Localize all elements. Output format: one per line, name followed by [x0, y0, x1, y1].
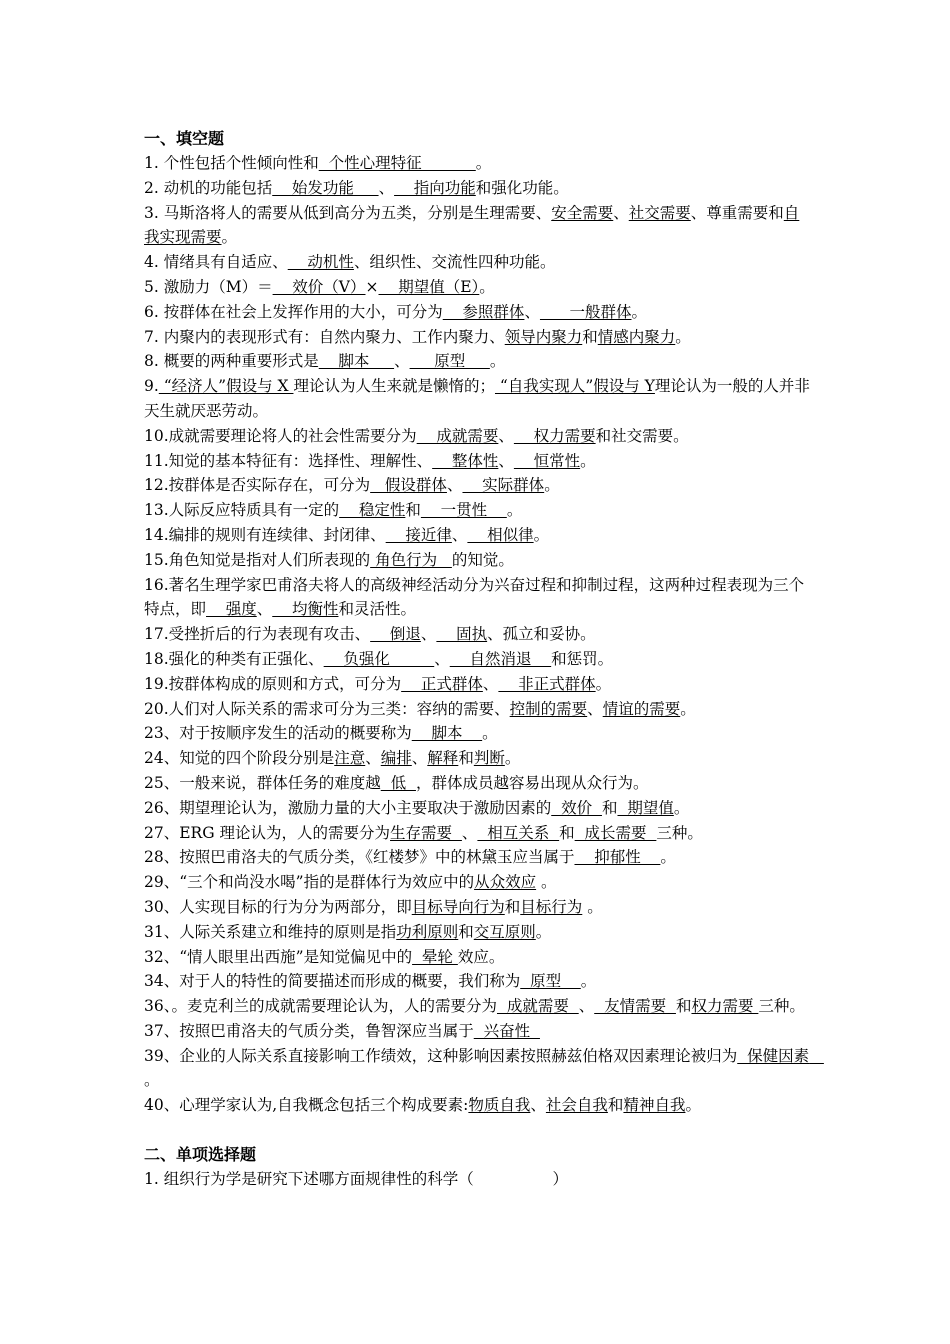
question-item — [144, 176, 810, 201]
answer-blank: 实际群体 — [462, 476, 545, 495]
question-item — [144, 945, 810, 970]
question-text: 30、人实现目标的行为分为两部分，即 — [144, 897, 412, 916]
question-item — [144, 473, 810, 498]
answer-blank: 从众效应 — [474, 873, 537, 892]
question-text: 31、人际关系建立和维持的原则是指 — [144, 922, 397, 941]
question-text: 39、企业的人际关系直接影响工作绩效，这种影响因素按照赫兹伯格双因素理论被归为 — [144, 1046, 738, 1065]
answer-blank: 指向功能 — [394, 178, 476, 197]
question-text: 和 — [458, 749, 474, 768]
question-text: 、 — [482, 674, 499, 693]
question-text: 34、对于人的特性的简要描述而形成的概要，我们称为 — [144, 972, 521, 991]
question-text: 和 — [601, 798, 618, 817]
question-text: 。 — [144, 1071, 160, 1090]
question-text: 24、知觉的四个阶段分别是 — [144, 749, 335, 768]
question-text: 11.知觉的基本特征有：选择性、理解性、 — [144, 451, 433, 470]
question-text: 16.著名生理学家巴甫洛夫将人的高级神经活动分为兴奋过程和抑制过程，这两种过程表现为三个特点，即 — [144, 575, 805, 619]
answer-blank: 交互原则 — [473, 922, 536, 941]
question-text: 、 — [461, 823, 478, 842]
question-text: ，群体成员越容易出现从众行为。 — [415, 773, 649, 792]
answer-blank: 恒常性 — [513, 451, 581, 470]
answer-blank: 期望值（E） — [378, 277, 480, 296]
question-text: 5. 激励力（M）＝ — [144, 277, 273, 296]
question-item — [144, 870, 810, 895]
question-text: 、 — [365, 749, 381, 768]
answer-blank: 效价（V） — [272, 277, 366, 296]
question-text: 4. 情绪具有自适应、 — [144, 253, 288, 272]
question-text: 13.人际反应特质具有一定的 — [144, 501, 340, 520]
question-text: 、 — [434, 649, 450, 668]
answer-blank: 判断 — [473, 749, 505, 768]
answer-blank: 社交需要 — [628, 203, 691, 222]
answer-blank: 个性心理特征 — [318, 154, 476, 172]
question-item — [144, 250, 810, 275]
answer-blank: 原型 — [409, 352, 490, 371]
question-text: 和惩罚。 — [551, 649, 614, 668]
answer-blank: 效价 — [551, 798, 602, 817]
question-text: 、 — [378, 178, 395, 197]
question-text: 32、“情人眼里出西施”是知觉偏见中的 — [144, 947, 413, 966]
answer-blank: 生存需要 — [390, 823, 462, 842]
question-text: 。 — [475, 154, 492, 172]
question-item — [144, 920, 810, 945]
question-item — [144, 697, 810, 722]
question-text: 17.受挫折后的行为表现有攻击、 — [144, 625, 371, 644]
question-text: 三种。 — [656, 823, 703, 842]
document-page — [144, 126, 824, 1192]
question-text: 、 — [613, 203, 629, 222]
question-item — [144, 771, 810, 796]
question-text: 。 — [580, 972, 597, 991]
answer-blank: 保健因素 — [737, 1046, 824, 1065]
question-item — [144, 1019, 810, 1044]
answer-blank: 友情需要 — [594, 997, 676, 1016]
answer-blank: 安全需要 — [551, 203, 614, 222]
question-text: 。 — [544, 476, 560, 495]
question-text: 三种。 — [758, 997, 805, 1016]
answer-blank: 兴奋性 — [473, 1021, 540, 1040]
answer-blank: 成就需要 — [416, 426, 499, 445]
question-item — [144, 1093, 810, 1118]
question-item — [144, 1167, 810, 1192]
question-text: 、 — [530, 1096, 546, 1115]
question-item — [144, 548, 810, 573]
answer-blank: 一贯性 — [420, 501, 507, 520]
question-text: 、尊重需要和 — [690, 203, 784, 222]
question-text: 。 — [580, 451, 596, 470]
section-heading: 一、填空题 — [144, 129, 225, 148]
question-item — [144, 349, 810, 374]
question-text: 1. 组织行为学是研究下述哪方面规律性的科学（ ） — [144, 1170, 569, 1189]
answer-blank: 强度 — [206, 600, 257, 619]
answer-blank: 权力需要 — [513, 426, 596, 445]
answer-blank: 脚本 — [411, 724, 483, 743]
question-text: 25、一般来说，群体任务的难度越 — [144, 773, 381, 792]
answer-blank: 稳定性 — [339, 501, 406, 520]
question-text: 、 — [498, 426, 514, 445]
question-item — [144, 374, 810, 424]
answer-blank: 情感内聚力 — [597, 327, 676, 346]
question-text: 6. 按群体在社会上发挥作用的大小，可分为 — [144, 302, 443, 321]
answer-blank: 倒退 — [370, 625, 421, 644]
question-text: 和社交需要。 — [595, 426, 689, 445]
answer-blank: 编排 — [380, 749, 412, 768]
answer-blank: 晕轮 — [412, 947, 458, 966]
question-item — [144, 994, 810, 1019]
question-text: 和 — [405, 501, 421, 520]
question-text: 。 — [506, 501, 523, 520]
answer-blank: “自我实现人”假设与 Y — [494, 377, 655, 396]
answer-blank: 成就需要 — [496, 997, 579, 1016]
answer-blank: “经济人”假设与 X — [158, 377, 294, 396]
question-text: 。 — [675, 327, 691, 346]
question-item — [144, 845, 810, 870]
answer-blank: 相似律 — [467, 525, 534, 544]
question-item — [144, 721, 810, 746]
answer-blank: 接近律 — [385, 525, 452, 544]
question-text: 15.角色知觉是指对人们所表现的 — [144, 550, 371, 569]
question-text: 14.编排的规则有连续律、封闭律、 — [144, 525, 386, 544]
answer-blank: 低 — [380, 773, 416, 792]
question-text: 和 — [582, 327, 598, 346]
answer-blank: 参照群体 — [442, 302, 525, 321]
answer-blank: 整体性 — [432, 451, 499, 470]
question-item — [144, 672, 810, 697]
question-item — [144, 796, 810, 821]
question-text: 、 — [420, 625, 437, 644]
question-text: 8. 概要的两种重要形式是 — [144, 352, 319, 371]
answer-blank: 目标行为 — [520, 897, 583, 916]
question-text: 。 — [504, 749, 521, 768]
question-item — [144, 498, 810, 523]
question-text: 12.按群体是否实际存在，可分为 — [144, 476, 371, 495]
answer-blank: 权力需要 — [691, 997, 759, 1016]
answer-blank: 动机性 — [287, 253, 354, 272]
answer-blank: 负强化 — [323, 649, 435, 668]
question-text: 19.按群体构成的原则和方式，可分为 — [144, 674, 402, 693]
question-text: 23、对于按顺序发生的活动的概要称为 — [144, 724, 412, 743]
question-text: × — [365, 277, 379, 296]
answer-blank: 自我实现需要 — [144, 203, 800, 247]
section-heading: 二、单项选择题 — [144, 1145, 257, 1165]
question-item — [144, 325, 810, 350]
answer-blank: 期望值 — [617, 798, 674, 817]
answer-blank: 精神自我 — [623, 1096, 686, 1115]
question-text: 理论认为人生来就是懒惰的； — [293, 377, 495, 396]
question-text: 的知觉。 — [451, 550, 514, 569]
answer-blank: 功利原则 — [396, 922, 459, 941]
answer-blank: 目标导向行为 — [411, 897, 505, 916]
question-text: 和 — [559, 823, 575, 842]
answer-blank: 抑郁性 — [574, 848, 661, 867]
answer-blank: 控制的需要 — [509, 699, 588, 718]
question-text: 、 — [394, 352, 410, 371]
answer-blank: 相互关系 — [477, 823, 560, 842]
question-text: 、孤立和妥协。 — [487, 625, 596, 644]
question-text: 1. 个性包括个性倾向性和 — [144, 154, 319, 172]
question-text: 。 — [631, 302, 648, 321]
question-text: 。 — [680, 699, 696, 718]
answer-blank: 成长需要 — [574, 823, 657, 842]
answer-blank: 物质自我 — [468, 1096, 531, 1115]
answer-blank: 均衡性 — [272, 600, 339, 619]
question-text: 。 — [533, 525, 550, 544]
answer-blank: 非正式群体 — [498, 674, 596, 693]
answer-blank: 假设群体 — [370, 476, 447, 495]
question-text: 3. 马斯洛将人的需要从低到高分为五类，分别是生理需要、 — [144, 203, 552, 222]
question-text: 28、按照巴甫洛夫的气质分类，《红楼梦》中的林黛玉应当属于 — [144, 848, 575, 867]
question-item — [144, 895, 810, 920]
question-text: 、 — [451, 525, 468, 544]
question-text: 、组织性、交流性四种功能。 — [353, 253, 556, 272]
question-item — [144, 300, 810, 325]
question-item — [144, 622, 810, 647]
question-item — [144, 969, 810, 994]
question-item — [144, 821, 810, 846]
answer-blank: 角色行为 — [370, 550, 452, 569]
question-text: 2. 动机的功能包括 — [144, 178, 273, 197]
question-text: 和 — [504, 897, 521, 916]
question-item — [144, 523, 810, 548]
question-text: 。 — [660, 848, 676, 867]
question-text: 效应。 — [457, 947, 505, 966]
question-text: 和 — [675, 997, 692, 1016]
question-text: 、 — [498, 451, 514, 470]
question-text: 、 — [411, 749, 428, 768]
question-text: 、 — [587, 699, 603, 718]
answer-blank: 固执 — [436, 625, 488, 644]
question-text: 37、按照巴甫洛夫的气质分类，鲁智深应当属于 — [144, 1021, 474, 1040]
question-item — [144, 647, 810, 672]
question-text: 20.人们对人际关系的需求可分为三类：容纳的需要、 — [144, 699, 510, 718]
question-text: 9. — [144, 377, 159, 396]
question-text: 。 — [536, 873, 557, 892]
question-text: 、 — [446, 476, 463, 495]
question-text: 理论认为一般的人并非天生就厌恶劳动。 — [144, 377, 810, 420]
question-text: 36、。麦克利兰的成就需要理论认为，人的需要分为 — [144, 997, 497, 1016]
question-item — [144, 746, 810, 771]
question-text: 、 — [524, 302, 540, 321]
answer-blank: 一般群体 — [539, 302, 632, 321]
section-spacer — [144, 1118, 810, 1142]
answer-blank: 正式群体 — [401, 674, 483, 693]
question-text: 和灵活性。 — [338, 600, 416, 619]
question-text: 。 — [673, 798, 690, 817]
question-text: 10.成就需要理论将人的社会性需要分为 — [144, 426, 417, 445]
question-item — [144, 275, 810, 300]
answer-blank: 情谊的需要 — [602, 699, 681, 718]
question-item — [144, 573, 810, 623]
answer-blank: 领导内聚力 — [504, 327, 583, 346]
question-text: 。 — [582, 897, 603, 916]
question-item — [144, 201, 810, 251]
question-text: 18.强化的种类有正强化、 — [144, 649, 324, 668]
question-text: 。 — [489, 352, 506, 371]
answer-blank: 脚本 — [318, 352, 395, 371]
question-item — [144, 449, 810, 474]
question-item — [144, 151, 810, 176]
answer-blank: 注意 — [334, 749, 366, 768]
question-text: 和 — [607, 1096, 624, 1115]
question-text: 7. 内聚内的表现形式有：自然内聚力、工作内聚力、 — [144, 327, 505, 346]
question-text: 、 — [256, 600, 273, 619]
question-text: 和 — [458, 922, 474, 941]
question-text: 26、期望理论认为，激励力量的大小主要取决于激励因素的 — [144, 798, 552, 817]
answer-blank: 始发功能 — [272, 178, 379, 197]
question-text: 。 — [595, 674, 612, 693]
answer-blank: 自然消退 — [449, 649, 552, 668]
answer-blank: 原型 — [520, 972, 581, 991]
question-text: 。 — [482, 724, 498, 743]
answer-blank: 社会自我 — [545, 1096, 608, 1115]
answer-blank: 解释 — [427, 749, 459, 768]
question-text: 27、ERG 理论认为，人的需要分为 — [144, 823, 391, 842]
question-text: 40、心理学家认为,自我概念包括三个构成要素: — [144, 1096, 469, 1115]
question-text: 。 — [479, 277, 495, 296]
question-text: 和强化功能。 — [475, 178, 569, 197]
question-text: 、 — [578, 997, 595, 1016]
question-item — [144, 424, 810, 449]
question-item — [144, 1044, 824, 1094]
question-text: 。 — [685, 1096, 701, 1115]
question-text: 。 — [535, 922, 552, 941]
question-text: 29、“三个和尚没水喝”指的是群体行为效应中的 — [144, 873, 475, 892]
question-text: 。 — [221, 228, 238, 247]
